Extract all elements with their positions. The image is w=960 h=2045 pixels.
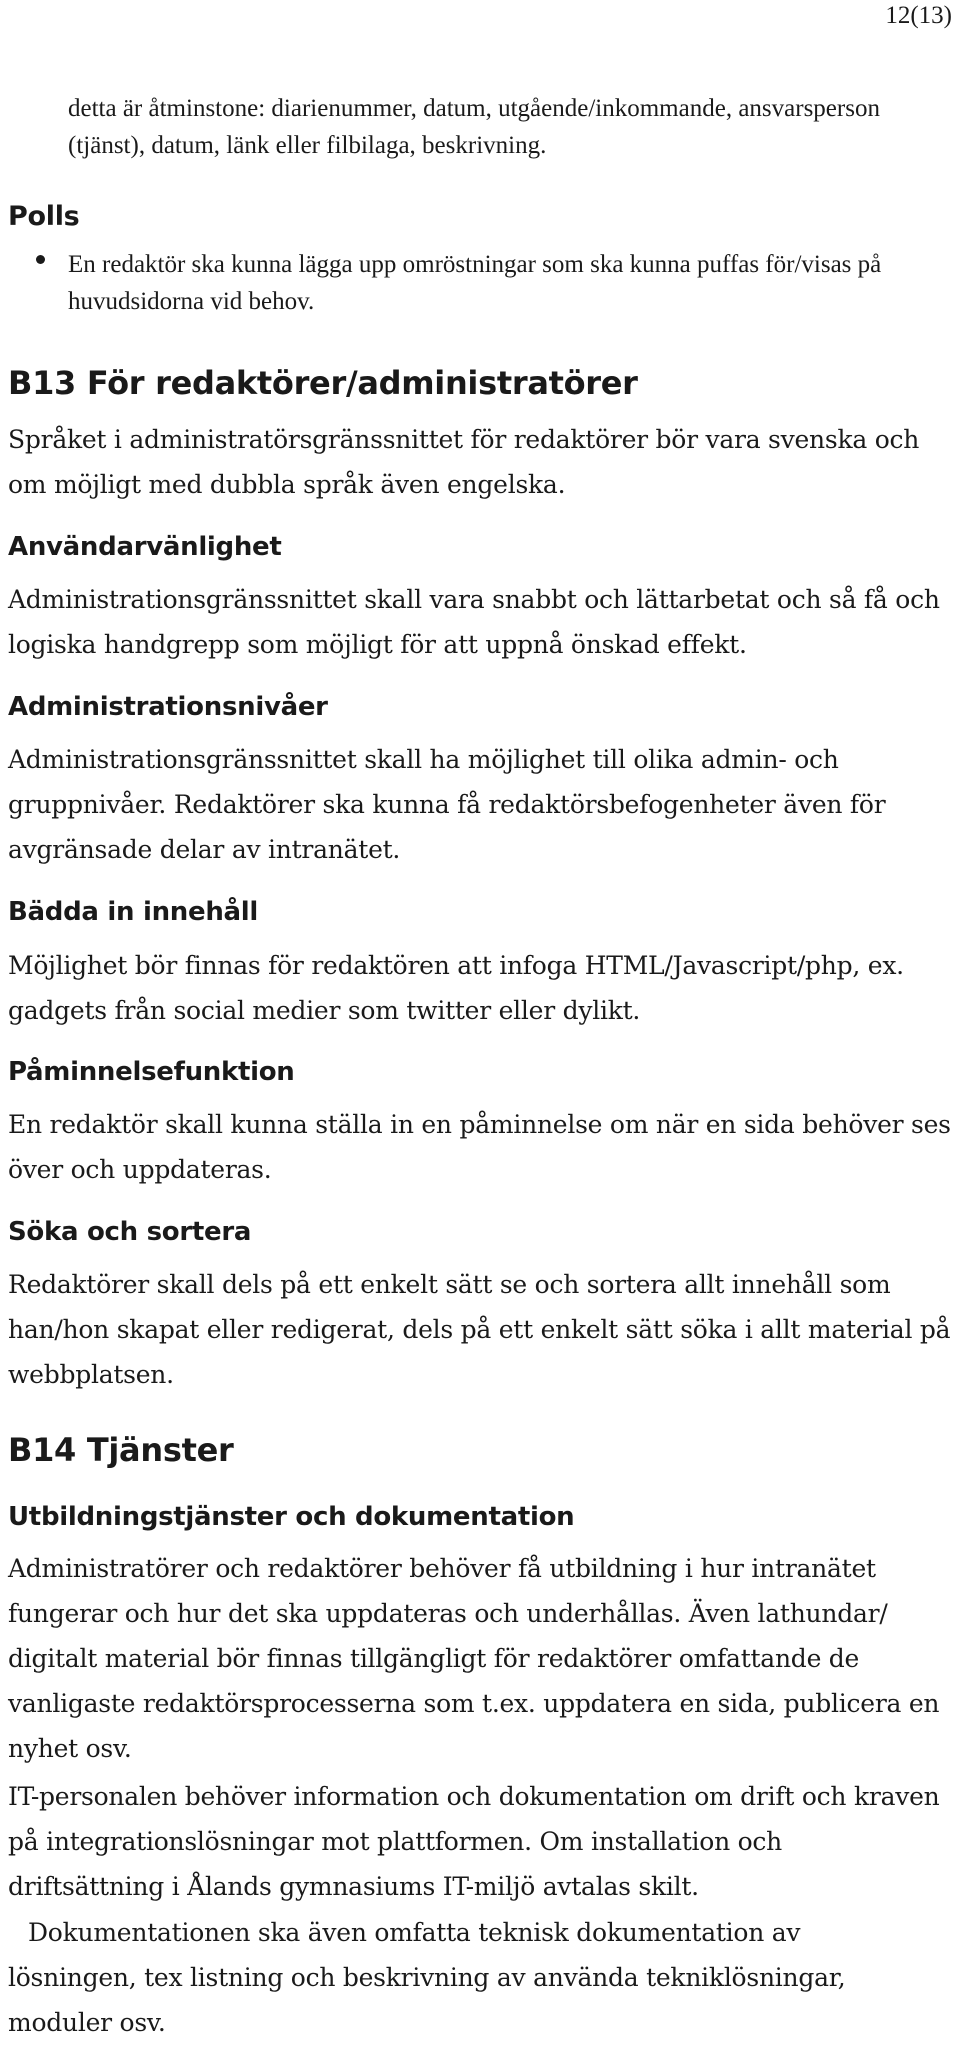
b14-paragraph-documentation: Dokumentationen ska även omfatta teknisk dokumentation av lösningen, tex listning och beskrivning av använda tekniklösningar, moduler osv. [8,1918,846,2037]
section-text-reminder: En redaktör skall kunna ställa in en påminnelse om när en sida behöver ses över och uppdateras. [8,1110,951,1184]
bullet-icon [36,255,45,264]
page-number: 12(13) [885,2,952,29]
section-heading-reminder: Påminnelsefunktion [8,1057,295,1087]
section-text-search-sort: Redaktörer skall dels på ett enkelt sätt se och sortera allt innehåll som han/hon skapat eller redigerat, dels på ett enkelt sätt söka i allt material på webbplatsen. [8,1270,951,1389]
section-text-embed-content: Möjlighet bör finnas för redaktören att infoga HTML/Javascript/php, ex. gadgets från social medier som twitter eller dylikt. [8,951,904,1025]
intro-paragraph: detta är åtminstone: diarienummer, datum, utgående/inkommande, ansvarsperson (tjänst), datum, länk eller filbilaga, beskrivning. [68,95,880,159]
section-text-usability: Administrationsgränssnittet skall vara snabbt och lättarbetat och så få och logiska handgrepp som möjligt för att uppnå önskad effekt. [8,585,940,659]
section-heading-usability: Användarvänlighet [8,532,282,562]
section-text-admin-levels: Administrationsgränssnittet skall ha möjlighet till olika admin- och gruppnivåer. Redaktörer ska kunna få redaktörsbefogenheter även för avgränsade delar av intranätet. [8,745,886,864]
b14-heading: B14 Tjänster [8,1431,234,1469]
polls-heading: Polls [8,201,80,232]
section-heading-embed-content: Bädda in innehåll [8,897,258,927]
section-heading-admin-levels: Administrationsnivåer [8,692,328,722]
b14-subheading: Utbildningstjänster och dokumentation [8,1502,575,1532]
b14-paragraph-it-staff: IT-personalen behöver information och dokumentation om drift och kraven på integrationslösningar mot plattformen. Om installation och driftsättning i Ålands gymnasiums IT-miljö avtalas skilt. [8,1782,940,1901]
b13-heading: B13 För redaktörer/administratörer [8,364,638,402]
b13-intro-text: Språket i administratörsgränssnittet för redaktörer bör vara svenska och om möjligt med dubbla språk även engelska. [8,425,920,499]
section-heading-search-sort: Söka och sortera [8,1217,252,1247]
polls-bullet-text: En redaktör ska kunna lägga upp omröstningar som ska kunna puffas för/visas på huvudsidorna vid behov. [68,251,882,315]
b14-paragraph-training: Administratörer och redaktörer behöver få utbildning i hur intranätet fungerar och hur det ska uppdateras och underhållas. Även lathundar/ digitalt material bör finnas tillgängligt för redaktörer omfattande de vanligaste redaktörsprocesserna som t.ex. uppdatera en sida, publicera en nyhet osv. [8,1554,940,1763]
